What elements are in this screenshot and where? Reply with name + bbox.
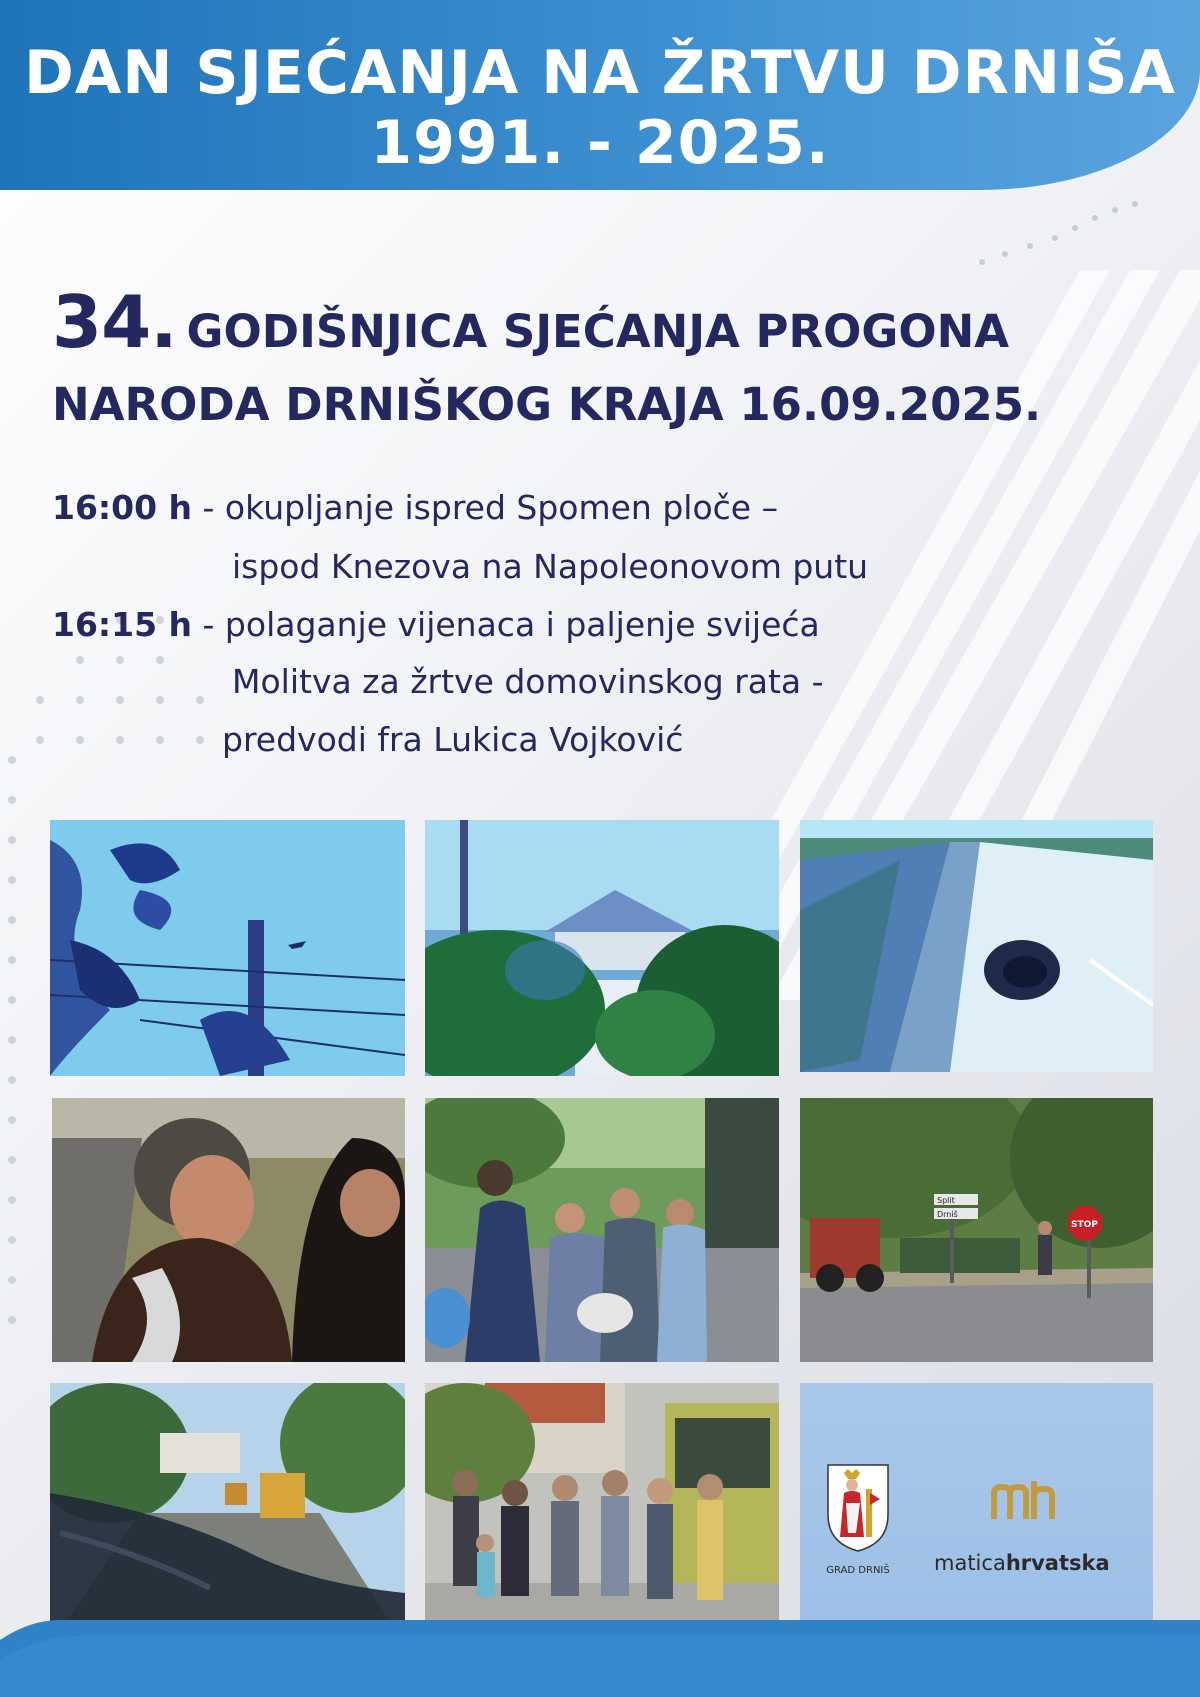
programme-item	[52, 488, 778, 527]
event-years: 1991. - 2025.	[370, 108, 830, 178]
grad-drnis-crest	[826, 1463, 890, 1553]
photo-crowd-refugees	[425, 1098, 779, 1362]
programme-item	[52, 605, 820, 644]
matica-hrvatska-wordmark	[934, 1551, 1110, 1575]
photo-sky-aircraft	[50, 820, 405, 1076]
photo-crossroad-stop-sign	[800, 1098, 1153, 1362]
event-title: DAN SJEĆANJA NA ŽRTVU DRNIŠA	[24, 38, 1176, 108]
photo-road-crater	[800, 820, 1153, 1072]
programme-time: 16:15 h	[52, 605, 193, 644]
mh-text-bold: hrvatska	[1005, 1551, 1110, 1575]
anniversary-number: 34.	[52, 280, 177, 364]
bottom-wave-decoration	[0, 1600, 1200, 1697]
headline-text-1: GODIŠNJICA SJEĆANJA PROGONA	[186, 305, 1010, 358]
programme-time: 16:00 h	[52, 488, 193, 527]
header-banner	[0, 0, 1200, 190]
programme-item-continued: ispod Knezova na Napoleonovom putu	[232, 547, 869, 586]
programme-item-continued: predvodi fra Lukica Vojković	[222, 720, 684, 759]
programme-text: - polaganje vijenaca i paljenje svijeća	[202, 605, 820, 644]
sign-split: Split	[937, 1196, 955, 1205]
photo-two-women	[52, 1098, 405, 1362]
sign-stop: STOP	[1071, 1220, 1098, 1230]
sign-drnis: Drniš	[937, 1210, 958, 1219]
mh-text-light: matica	[934, 1551, 1006, 1575]
headline-line1	[52, 280, 1009, 364]
photo-village-rooftops	[425, 820, 779, 1076]
matica-hrvatska-logo-icon	[990, 1481, 1060, 1521]
grad-drnis-label: GRAD DRNIŠ	[826, 1565, 890, 1576]
headline-line2: NARODA DRNIŠKOG KRAJA 16.09.2025.	[52, 378, 1042, 431]
programme-text: - okupljanje ispred Spomen ploče –	[202, 488, 779, 527]
programme-item-continued: Molitva za žrtve domovinskog rata -	[232, 662, 824, 701]
